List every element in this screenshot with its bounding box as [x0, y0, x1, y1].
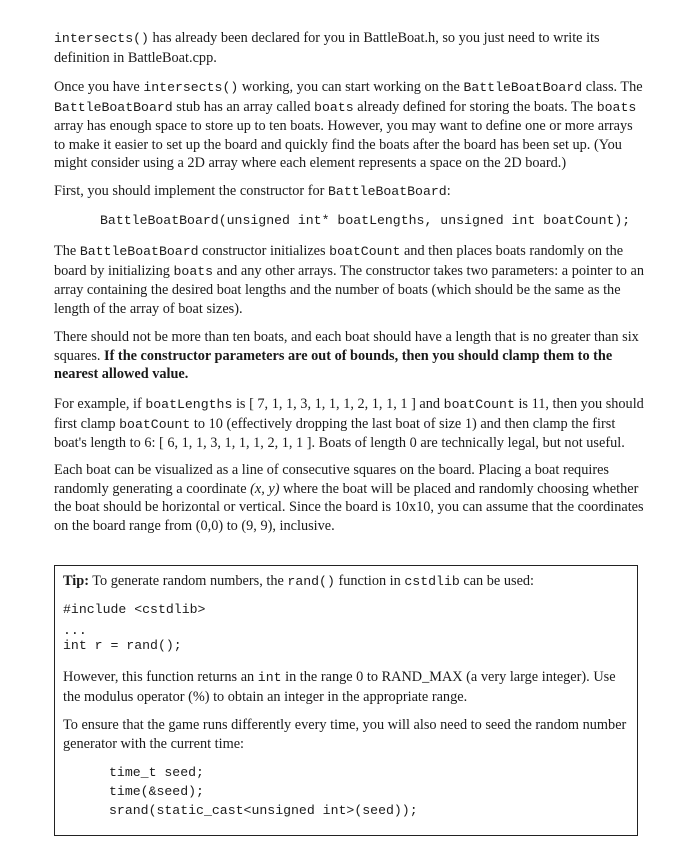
paragraph-text: The	[54, 243, 80, 259]
inline-code: boats	[314, 99, 354, 115]
inline-code: rand()	[287, 574, 335, 589]
paragraph-boat-limits	[54, 328, 644, 384]
paragraph-text: working, you can start working on the	[238, 79, 464, 95]
paragraph-text: To generate random numbers, the	[88, 573, 288, 589]
paragraph-text: is [ 7, 1, 1, 3, 1, 1, 1, 2, 1, 1, 1 ] and	[232, 396, 444, 412]
inline-code: BattleBoatBoard	[79, 244, 199, 259]
paragraph-text: For example, if	[54, 396, 146, 412]
paragraph-text: Each boat can be visualized as a line of consecutive squares on the board. Placing a boat requires randomly generating a coordinate	[54, 462, 609, 497]
paragraph-text: to 10 (effectively dropping the last boat of size 1) and then clamp the first boat's length to 6: [ 6, 1, 1, 3, 1, 1, 1, 2, 1, 1 ]. Boats of length 0 are technically legal, but not useful.	[54, 415, 625, 451]
inline-code: int	[257, 670, 282, 685]
inline-code: intersects()	[143, 80, 239, 95]
code-seed-declare: time_t seed;	[109, 765, 204, 780]
paragraph-implement-constructor	[54, 182, 644, 202]
inline-code: BattleBoatBoard	[328, 184, 447, 199]
paragraph-text: already defined for storing the boats. The	[353, 98, 597, 115]
inline-code: boatLengths	[145, 397, 233, 412]
inline-code: boatCount	[329, 244, 401, 259]
paragraph-battleboatboard-class	[54, 78, 644, 173]
paragraph-text: and then places boats randomly on the board by initializing	[54, 243, 624, 279]
paragraph-text: where the boat will be placed and randomly choosing whether the boat should be horizontal or vertical. Since the board is 10x10, you can assume that the coordinates on the board range from (0,0) to (9, 9), inclusive.	[54, 480, 644, 534]
tip-box	[54, 565, 638, 836]
paragraph-clamp-example	[54, 395, 644, 453]
code-rand-call: int r = rand();	[63, 638, 182, 653]
tip-seed-note: To ensure that the game runs differently every time, you will also need to seed the random number generator with the current time:	[63, 717, 627, 752]
tip-label: Tip:	[63, 573, 89, 589]
code-time-call: time(&seed);	[109, 784, 204, 799]
code-include: #include <cstdlib>	[63, 602, 206, 617]
paragraph-constructor-description	[54, 242, 644, 318]
paragraph-text: is 11, then you should first clamp	[54, 396, 644, 432]
paragraph-text: in the range 0 to RAND_MAX (a very large integer). Use the modulus operator (%) to obtain an integer in the appropriate range.	[63, 669, 616, 705]
inline-code: BattleBoatBoard	[54, 99, 173, 115]
paragraph-text: :	[446, 183, 451, 199]
paragraph-text: However, this function returns an	[63, 669, 258, 685]
paragraph-text: stub has an array called	[172, 98, 315, 115]
paragraph-text: has already been declared for you in BattleBoat.h, so you just need to write its definition in BattleBoat.cpp.	[54, 30, 600, 66]
paragraph-text: constructor initializes	[198, 243, 330, 259]
paragraph-text: There should not be more than ten boats, and each boat should have a length that is no greater than six squares.	[54, 329, 639, 364]
inline-code: boatCount	[119, 416, 191, 432]
code-ellipsis: ...	[63, 623, 87, 638]
paragraph-text: can be used:	[459, 573, 535, 589]
paragraph-intersects-declared	[54, 29, 644, 67]
inline-code: BattleBoatBoard	[463, 80, 583, 95]
inline-code: intersects()	[54, 31, 149, 46]
inline-code: boatCount	[443, 397, 515, 412]
paragraph-text: array has enough space to store up to ten boats. However, you may want to define one or more arrays to make it easier to set up the board and quickly find the boats after the board has been set up. (You might consider using a 2D array where each element represents a space on the 2D board.)	[54, 118, 633, 171]
tip-intro	[63, 572, 633, 592]
constructor-signature: BattleBoatBoard(unsigned int* boatLengths, unsigned int boatCount);	[100, 213, 631, 228]
paragraph-text: First, you should implement the constructor for	[54, 183, 328, 199]
paragraph-text: and any other arrays. The constructor takes two parameters: a pointer to an array containing the desired boat lengths and the number of boats (which should be the same as the length of the array of boat sizes).	[54, 262, 644, 317]
inline-code: cstdlib	[404, 574, 460, 589]
bold-text: If the constructor parameters are out of bounds, then you should clamp them to the nearest allowed value.	[54, 347, 613, 382]
paragraph-text: class. The	[582, 79, 643, 95]
italic-text: (x, y)	[250, 480, 280, 497]
inline-code: boats	[173, 263, 214, 279]
paragraph-text: function in	[334, 573, 405, 589]
tip-range-note	[63, 668, 633, 706]
code-srand-call: srand(static_cast<unsigned int>(seed));	[109, 803, 418, 818]
paragraph-boat-placement	[54, 461, 644, 535]
paragraph-text: Once you have	[54, 79, 144, 95]
inline-code: boats	[596, 99, 637, 115]
